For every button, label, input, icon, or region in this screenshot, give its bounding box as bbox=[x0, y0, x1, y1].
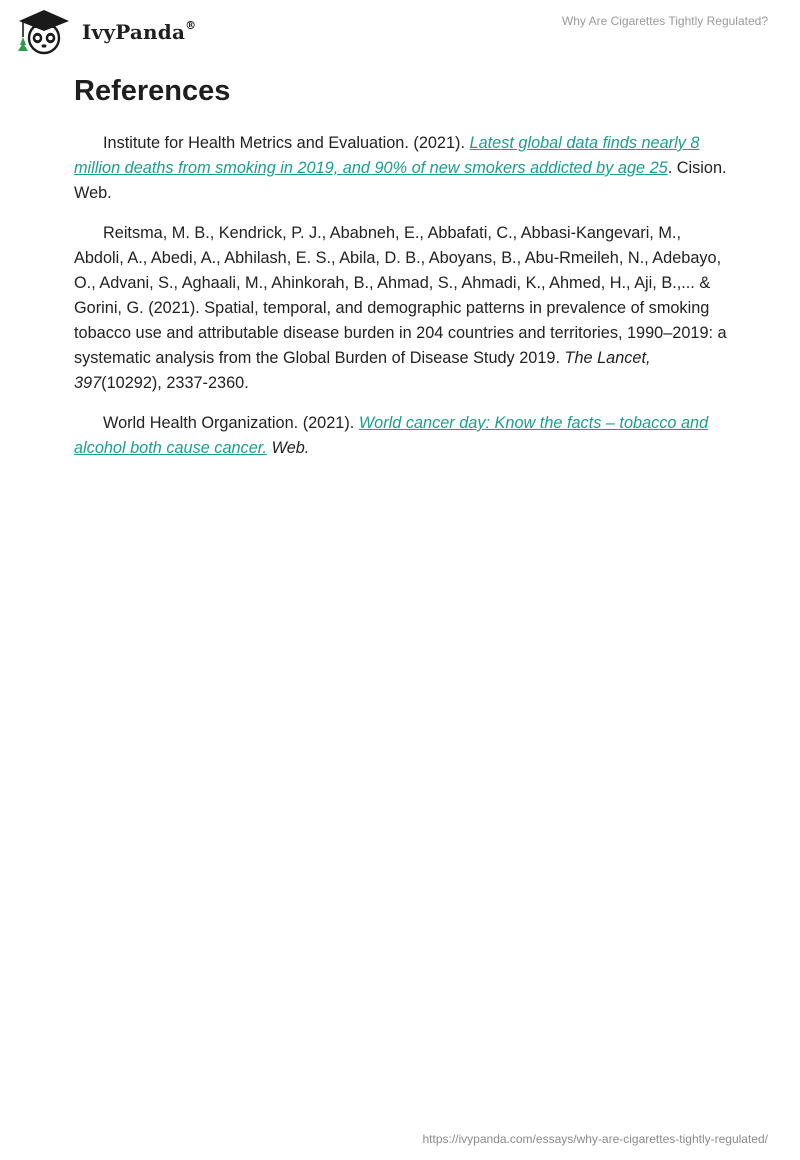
brand-name: IvyPanda® bbox=[82, 19, 197, 44]
reference-link[interactable]: Latest global data finds nearly 8 million deaths from smoking in 2019, and 90% of new smokers addicted by age 25 bbox=[74, 134, 700, 177]
reference-entry: Reitsma, M. B., Kendrick, P. J., Ababneh, E., Abbafati, C., Abbasi-Kangevari, M., Abdoli, A., Abedi, A., Abhilash, E. S., Abila, D. B., Aboyans, B., Abu-Rmeileh, N., Adebayo, O., Advani, S., Aghaali, M., Ahinkorah, B., Ahmad, S., Ahmadi, K., Ahmed, H., Aji, B.,... & Gorini, G. (2021). Spatial, temporal, and demographic patterns in prevalence of smoking tobacco use and attributable disease burden in 204 countries and territories, 1990–2019: a systematic analysis from the Global Burden of Disease Study 2019. The Lancet, 397(10292), 2337-2360. bbox=[74, 224, 727, 392]
reference-link[interactable]: World cancer day: Know the facts – tobacco and alcohol both cause cancer. bbox=[74, 414, 709, 457]
ivypanda-logo[interactable] bbox=[14, 7, 196, 55]
journal-title: The Lancet, 397 bbox=[74, 349, 651, 392]
page-header bbox=[0, 0, 800, 60]
references-list bbox=[74, 131, 728, 476]
references-heading: References bbox=[74, 75, 231, 107]
panda-graduate-icon bbox=[14, 7, 76, 55]
source-url: https://ivypanda.com/essays/why-are-cigarettes-tightly-regulated/ bbox=[422, 1132, 768, 1146]
reference-entry: Institute for Health Metrics and Evaluation. (2021). Latest global data finds nearly 8 million deaths from smoking in 2019, and 90% of new smokers addicted by age 25. Cision. Web. bbox=[74, 134, 727, 202]
document-title: Why Are Cigarettes Tightly Regulated? bbox=[561, 14, 768, 28]
reference-entry: World Health Organization. (2021). World cancer day: Know the facts – tobacco and alcohol both cause cancer. Web. bbox=[74, 414, 709, 457]
